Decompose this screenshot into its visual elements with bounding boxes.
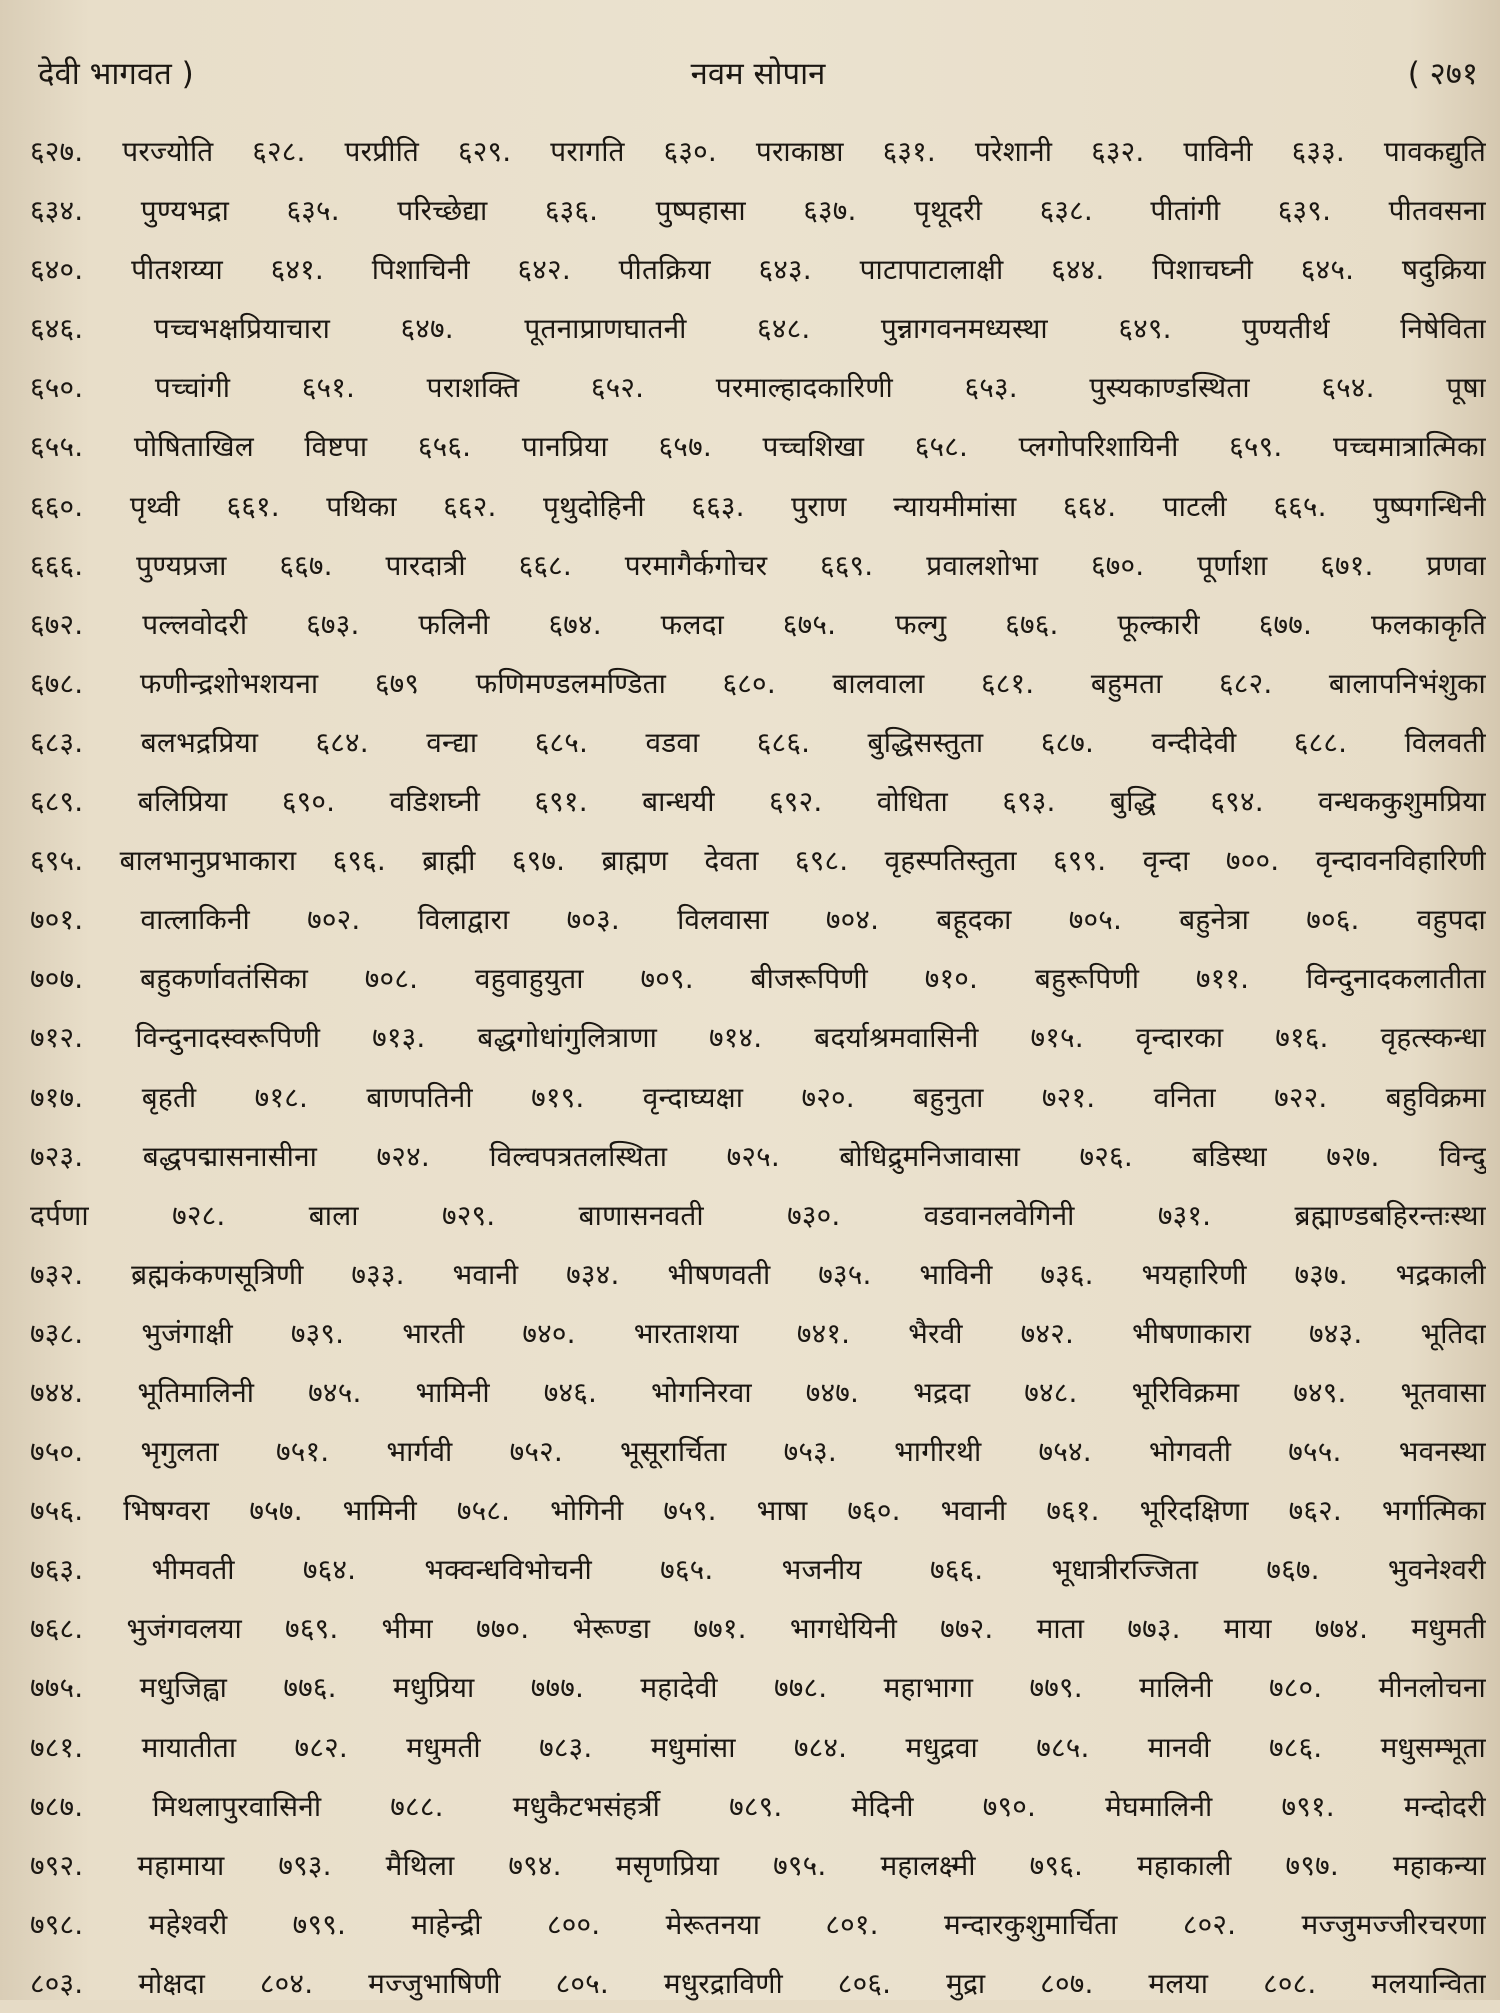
text-line: ६६६. पुण्यप्रजा ६६७. पारदात्री ६६८. परमागैर्कगोचर ६६९. प्रवालशोभा ६७०. पूर्णाशा ६७१. प्रणवा (30, 548, 1486, 582)
text-line: ७२३. बद्धपद्मासनासीना ७२४. विल्वपत्रतलस्थिता ७२५. बोधिद्रुमनिजावासा ७२६. बडिस्था ७२७. विन्दु (30, 1139, 1486, 1173)
text-line: ७४४. भूतिमालिनी ७४५. भामिनी ७४६. भोगनिरवा ७४७. भद्रदा ७४८. भूरिविक्रमा ७४९. भूतवासा (30, 1375, 1486, 1409)
header-book-title: देवी भागवत ) (38, 56, 194, 92)
text-line: ७५०. भृगुलता ७५१. भार्गवी ७५२. भूसूरार्चिता ७५३. भागीरथी ७५४. भोगवती ७५५. भवनस्था (30, 1435, 1486, 1469)
text-line: ७५६. भिषग्वरा ७५७. भामिनी ७५८. भोगिनी ७५९. भाषा ७६०. भवानी ७६१. भूरिदक्षिणा ७६२. भर्गात्मिका (30, 1494, 1486, 1528)
text-line: ६५०. पच्चांगी ६५१. पराशक्ति ६५२. परमाल्हादकारिणी ६५३. पुस्यकाण्डस्थिता ६५४. पूषा (30, 371, 1486, 405)
text-line: ७९८. महेश्वरी ७९९. माहेन्द्री ८००. मेरूतनया ८०१. मन्दारकुशुमार्चिता ८०२. मज्जुमज्जीरचरणा (30, 1907, 1486, 1941)
text-line: ६९५. बालभानुप्रभाकारा ६९६. ब्राह्मी ६९७. ब्राह्मण देवता ६९८. वृहस्पतिस्तुता ६९९. वृन्दा ७००. वृन्दावनविहारिणी (30, 844, 1486, 878)
text-line: ६२७. परज्योति ६२८. परप्रीति ६२९. परागति ६३०. पराकाष्ठा ६३१. परेशानी ६३२. पाविनी ६३३. पावकद्युति (30, 135, 1486, 168)
header-chapter-title: नवम सोपान (690, 56, 826, 92)
names-list (30, 122, 1486, 2013)
header-page-number: ( २७१ (1407, 56, 1478, 92)
text-line: ६८९. बलिप्रिया ६९०. वडिशघ्नी ६९१. बान्धयी ६९२. वोधिता ६९३. बुद्धि ६९४. वन्धककुशुमप्रिया (30, 785, 1486, 819)
page-header (38, 52, 1478, 102)
text-line: ६४०. पीतशय्या ६४१. पिशाचिनी ६४२. पीतक्रिया ६४३. पाटापाटालाक्षी ६४४. पिशाचघ्नी ६४५. षदुक्रिया (30, 253, 1486, 287)
text-line: ७३२. ब्रह्मकंकणसूत्रिणी ७३३. भवानी ७३४. भीषणवती ७३५. भाविनी ७३६. भयहारिणी ७३७. भद्रकाली (30, 1257, 1486, 1291)
text-line: ७०१. वात्लाकिनी ७०२. विलाद्वारा ७०३. विलवासा ७०४. बहूदका ७०५. बहुनेत्रा ७०६. वहुपदा (30, 903, 1486, 937)
text-line: ६५५. पोषिताखिल विष्टपा ६५६. पानप्रिया ६५७. पच्चशिखा ६५८. प्लगोपरिशायिनी ६५९. पच्चमात्रात्मिका (30, 430, 1486, 464)
text-line: ६७२. पल्लवोदरी ६७३. फलिनी ६७४. फलदा ६७५. फल्गु ६७६. फूल्कारी ६७७. फलकाकृति (30, 607, 1486, 641)
text-line: ६६०. पृथ्वी ६६१. पथिका ६६२. पृथुदोहिनी ६६३. पुराण न्यायमीमांसा ६६४. पाटली ६६५. पुष्पगन्धिनी (30, 489, 1486, 523)
text-line: ७०७. बहुकर्णावतंसिका ७०८. वहुवाहुयुता ७०९. बीजरूपिणी ७१०. बहुरूपिणी ७११. विन्दुनादकलातीता (30, 962, 1486, 996)
text-line: ६४६. पच्चभक्षप्रियाचारा ६४७. पूतनाप्राणघातनी ६४८. पुन्नागवनमध्यस्था ६४९. पुण्यतीर्थ निषेविता (30, 312, 1486, 346)
text-line: ६७८. फणीन्द्रशोभशयना ६७९ फणिमण्डलमण्डिता ६८०. बालवाला ६८१. बहुमता ६८२. बालापनिभंशुका (30, 666, 1486, 700)
text-line: ७६८. भुजंगवलया ७६९. भीमा ७७०. भेरूण्डा ७७१. भागधेयिनी ७७२. माता ७७३. माया ७७४. मधुमती (30, 1612, 1486, 1646)
text-line: ७१७. बृहती ७१८. बाणपतिनी ७१९. वृन्दाघ्यक्षा ७२०. बहुनुता ७२१. वनिता ७२२. बहुविक्रमा (30, 1080, 1486, 1114)
text-line: ७७५. मधुजिह्वा ७७६. मधुप्रिया ७७७. महादेवी ७७८. महाभागा ७७९. मालिनी ७८०. मीनलोचना (30, 1671, 1486, 1705)
text-line: ७९२. महामाया ७९३. मैथिला ७९४. मसृणप्रिया ७९५. महालक्ष्मी ७९६. महाकाली ७९७. महाकन्या (30, 1848, 1486, 1882)
text-line: ६८३. बलभद्रप्रिया ६८४. वन्द्या ६८५. वडवा ६८६. बुद्धिसस्तुता ६८७. वन्दीदेवी ६८८. विलवती (30, 725, 1486, 759)
text-line: ६३४. पुण्यभद्रा ६३५. परिच्छेद्या ६३६. पुष्पहासा ६३७. पृथूदरी ६३८. पीतांगी ६३९. पीतवसना (30, 194, 1486, 228)
text-line: ७३८. भुजंगाक्षी ७३९. भारती ७४०. भारताशया ७४१. भैरवी ७४२. भीषणाकारा ७४३. भूतिदा (30, 1316, 1486, 1350)
text-line: ८०३. मोक्षदा ८०४. मज्जुभाषिणी ८०५. मधुरद्राविणी ८०६. मुद्रा ८०७. मलया ८०८. मलयान्विता (30, 1966, 1486, 2000)
text-line: ७१२. विन्दुनादस्वरूपिणी ७१३. बद्धगोधांगुलित्राणा ७१४. बदर्याश्रमवासिनी ७१५. वृन्दारका ७१६. वृहत्स्कन्धा (30, 1021, 1486, 1055)
text-line: ७८७. मिथलापुरवासिनी ७८८. मधुकैटभसंहर्त्री ७८९. मेदिनी ७९०. मेघमालिनी ७९१. मन्दोदरी (30, 1789, 1486, 1823)
text-line: ७८१. मायातीता ७८२. मधुमती ७८३. मधुमांसा ७८४. मधुद्रवा ७८५. मानवी ७८६. मधुसम्भूता (30, 1730, 1486, 1764)
text-line: ७६३. भीमवती ७६४. भक्वन्धविभोचनी ७६५. भजनीय ७६६. भूधात्रीरज्जिता ७६७. भुवनेश्वरी (30, 1553, 1486, 1587)
text-line: दर्पणा ७२८. बाला ७२९. बाणासनवती ७३०. वडवानलवेगिनी ७३१. ब्रह्माण्डबहिरन्तःस्था (30, 1198, 1486, 1232)
